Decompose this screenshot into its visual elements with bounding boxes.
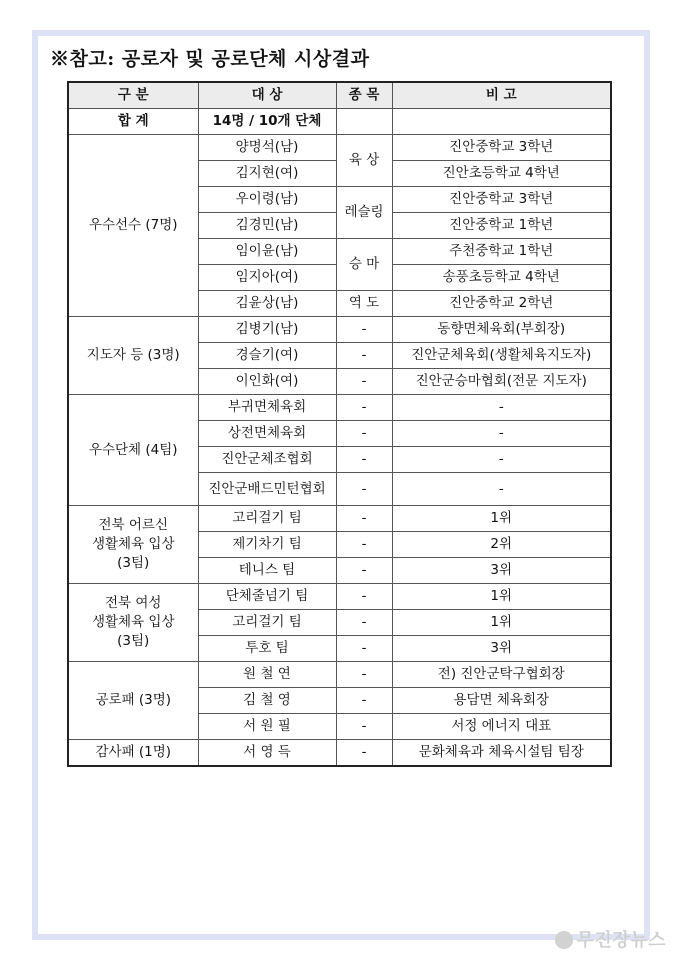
sport-cell: - xyxy=(336,447,392,473)
sport-cell: 승 마 xyxy=(336,239,392,291)
note-cell: 1위 xyxy=(392,506,611,532)
table-row xyxy=(68,584,611,610)
category-cell: 지도자 등 (3명) xyxy=(68,317,198,395)
table-row xyxy=(68,662,611,688)
note-cell: 1위 xyxy=(392,584,611,610)
sport-cell: - xyxy=(336,688,392,714)
note-cell: - xyxy=(392,421,611,447)
sport-cell: - xyxy=(336,662,392,688)
note-cell: 진안군승마협회(전문 지도자) xyxy=(392,369,611,395)
table-row xyxy=(68,506,611,532)
note-cell: - xyxy=(392,395,611,421)
sport-cell: 레슬링 xyxy=(336,187,392,239)
target-cell: 고리걸기 팀 xyxy=(198,610,336,636)
sport-cell: - xyxy=(336,558,392,584)
target-cell: 진안군체조협회 xyxy=(198,447,336,473)
target-cell: 상전면체육회 xyxy=(198,421,336,447)
target-cell: 우이령(남) xyxy=(198,187,336,213)
note-cell: 2위 xyxy=(392,532,611,558)
sport-cell: 역 도 xyxy=(336,291,392,317)
sport-cell: - xyxy=(336,473,392,506)
sport-cell: - xyxy=(336,421,392,447)
note-cell: 진안중학교 1학년 xyxy=(392,213,611,239)
total-note xyxy=(392,109,611,135)
note-cell: 서정 에너지 대표 xyxy=(392,714,611,740)
note-cell: 진안중학교 3학년 xyxy=(392,135,611,161)
award-results-table xyxy=(67,81,612,767)
watermark xyxy=(555,926,666,952)
total-target: 14명 / 10개 단체 xyxy=(198,109,336,135)
target-cell: 진안군배드민턴협회 xyxy=(198,473,336,506)
table-row xyxy=(68,395,611,421)
header-sport: 종 목 xyxy=(336,82,392,109)
note-cell: - xyxy=(392,473,611,506)
sport-cell: - xyxy=(336,395,392,421)
header-category: 구 분 xyxy=(68,82,198,109)
header-note: 비 고 xyxy=(392,82,611,109)
note-cell: 진안중학교 2학년 xyxy=(392,291,611,317)
target-cell: 제기차기 팀 xyxy=(198,532,336,558)
page-title: ※참고: 공로자 및 공로단체 시상결과 xyxy=(50,48,370,70)
target-cell: 경슬기(여) xyxy=(198,343,336,369)
sport-cell: - xyxy=(336,610,392,636)
target-cell: 이인화(여) xyxy=(198,369,336,395)
category-cell: 우수선수 (7명) xyxy=(68,135,198,317)
watermark-text: 무진장뉴스 xyxy=(576,930,666,951)
target-cell: 고리걸기 팀 xyxy=(198,506,336,532)
target-cell: 원 철 연 xyxy=(198,662,336,688)
total-sport xyxy=(336,109,392,135)
target-cell: 김윤상(남) xyxy=(198,291,336,317)
category-cell: 감사패 (1명) xyxy=(68,740,198,767)
target-cell: 김지현(여) xyxy=(198,161,336,187)
note-cell: 주천중학교 1학년 xyxy=(392,239,611,265)
sport-cell: - xyxy=(336,343,392,369)
sport-cell: - xyxy=(336,317,392,343)
target-cell: 단체줄넘기 팀 xyxy=(198,584,336,610)
note-cell: 1위 xyxy=(392,610,611,636)
note-cell: 3위 xyxy=(392,558,611,584)
target-cell: 김 철 영 xyxy=(198,688,336,714)
header-target: 대 상 xyxy=(198,82,336,109)
target-cell: 서 영 득 xyxy=(198,740,336,767)
target-cell: 테니스 팀 xyxy=(198,558,336,584)
note-cell: 용담면 체육회장 xyxy=(392,688,611,714)
note-cell: 진안군체육회(생활체육지도자) xyxy=(392,343,611,369)
category-cell: 우수단체 (4팀) xyxy=(68,395,198,506)
total-label: 합 계 xyxy=(68,109,198,135)
note-cell: - xyxy=(392,447,611,473)
target-cell: 임이윤(남) xyxy=(198,239,336,265)
sport-cell: 육 상 xyxy=(336,135,392,187)
sport-cell: - xyxy=(336,506,392,532)
category-cell: 전북 어르신 생활체육 입상 (3팀) xyxy=(68,506,198,584)
target-cell: 투호 팀 xyxy=(198,636,336,662)
target-cell: 부귀면체육회 xyxy=(198,395,336,421)
total-row xyxy=(68,109,611,135)
category-cell: 공로패 (3명) xyxy=(68,662,198,740)
target-cell: 양명석(남) xyxy=(198,135,336,161)
note-cell: 동향면체육회(부회장) xyxy=(392,317,611,343)
note-cell: 문화체육과 체육시설팀 팀장 xyxy=(392,740,611,767)
note-cell: 진안중학교 3학년 xyxy=(392,187,611,213)
note-cell: 송풍초등학교 4학년 xyxy=(392,265,611,291)
sport-cell: - xyxy=(336,369,392,395)
note-cell: 전) 진안군탁구협회장 xyxy=(392,662,611,688)
sport-cell: - xyxy=(336,636,392,662)
table-row xyxy=(68,135,611,161)
table-header-row xyxy=(68,82,611,109)
target-cell: 임지아(여) xyxy=(198,265,336,291)
table-row xyxy=(68,317,611,343)
note-cell: 진안초등학교 4학년 xyxy=(392,161,611,187)
sport-cell: - xyxy=(336,740,392,767)
sport-cell: - xyxy=(336,532,392,558)
sport-cell: - xyxy=(336,584,392,610)
logo-icon xyxy=(555,931,573,949)
target-cell: 김병기(남) xyxy=(198,317,336,343)
table-row xyxy=(68,740,611,767)
target-cell: 김경민(남) xyxy=(198,213,336,239)
target-cell: 서 원 필 xyxy=(198,714,336,740)
note-cell: 3위 xyxy=(392,636,611,662)
sport-cell: - xyxy=(336,714,392,740)
category-cell: 전북 여성 생활체육 입상 (3팀) xyxy=(68,584,198,662)
